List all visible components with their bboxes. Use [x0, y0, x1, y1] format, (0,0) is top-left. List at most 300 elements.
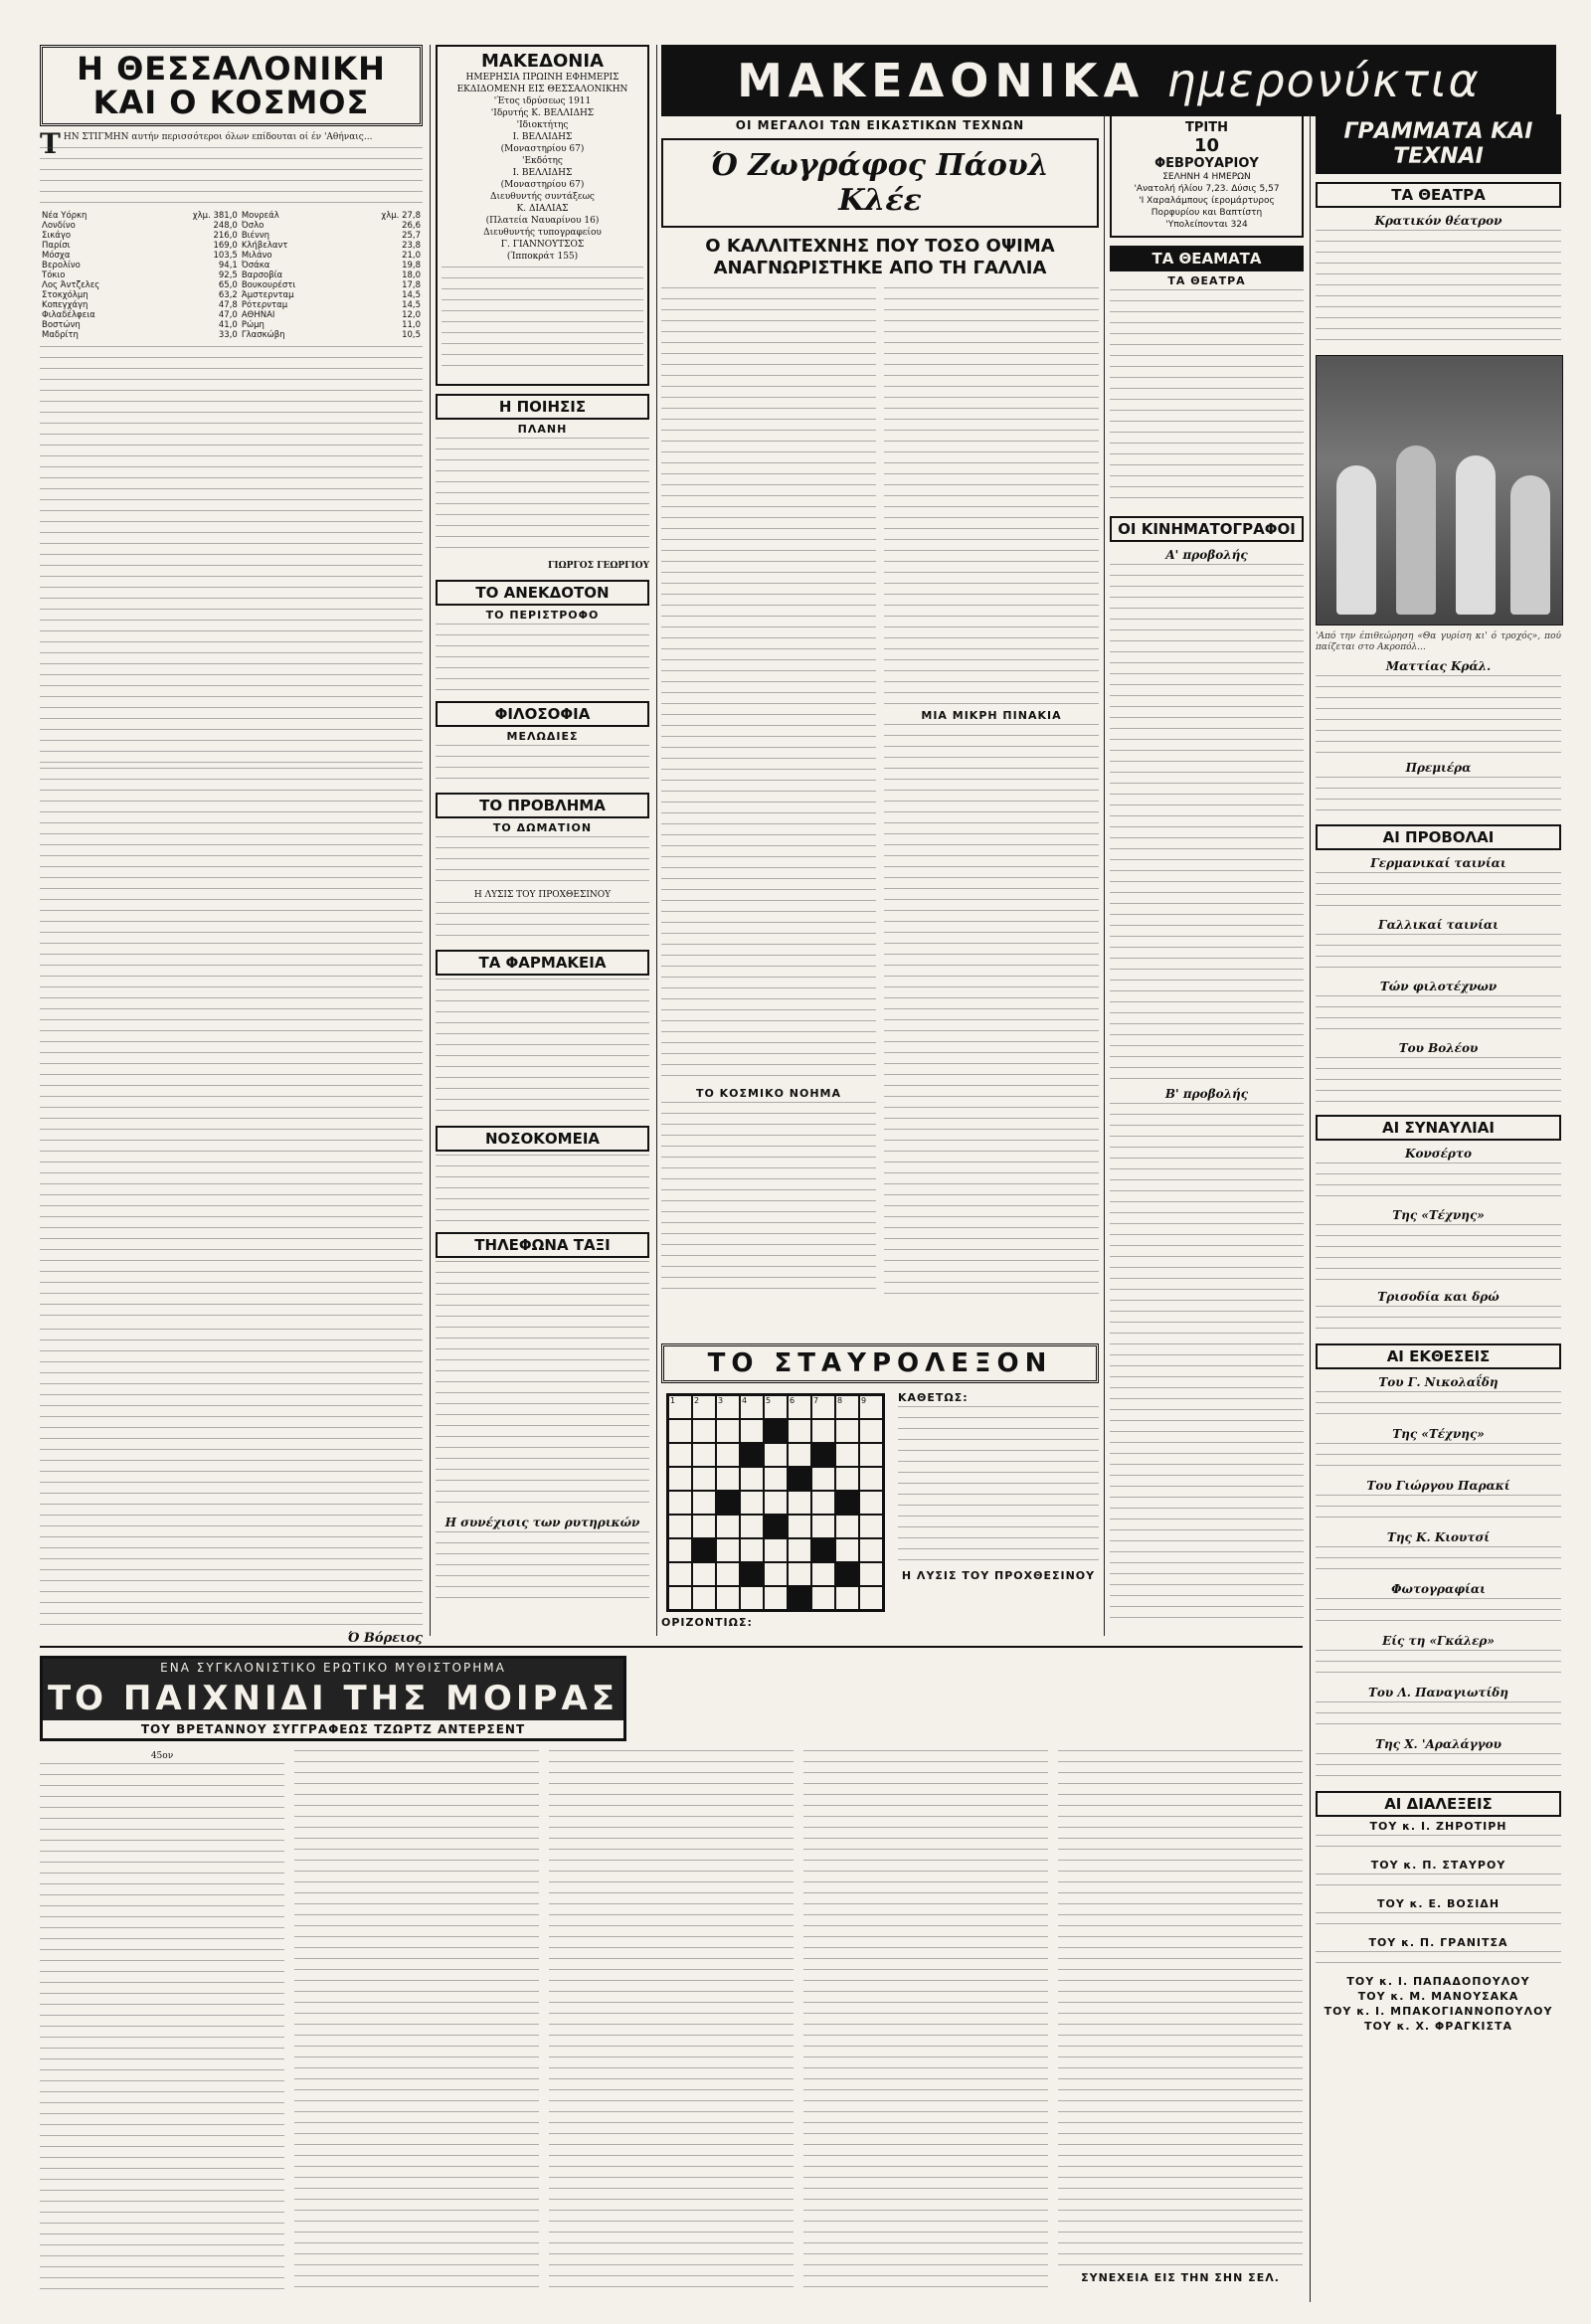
- continued-note: ΣΥΝΕΧΕΙΑ ΕΙΣ ΤΗΝ ΣΗΝ ΣΕΛ.: [1081, 2271, 1280, 2284]
- date-number: 10: [1193, 135, 1220, 156]
- article-title: Ό Ζωγράφος Πάουλ Κλέε: [661, 138, 1099, 228]
- table-row: [40, 221, 423, 231]
- table-cell: Παρίσι: [42, 241, 71, 251]
- theater-list: [1110, 289, 1304, 508]
- ex5-text: [1316, 1598, 1561, 1628]
- crossword-cell: [668, 1395, 692, 1419]
- crossword-cell: [811, 1562, 835, 1586]
- arts-banner: ΓΡΑΜΜΑΤΑ ΚΑΙ ΤΕΧΝΑΙ: [1316, 114, 1561, 174]
- table-row: [40, 261, 423, 270]
- crossword-cell: [692, 1538, 716, 1562]
- article-text-b2: [884, 724, 1099, 1301]
- crossword-cell: [692, 1515, 716, 1538]
- date-moon: ΣΕΛΗΝΗ 4 ΗΜΕΡΩΝ: [1162, 172, 1251, 182]
- table-cell: 12,0: [402, 310, 421, 320]
- art-head: Της «Τέχνης»: [1392, 1208, 1485, 1222]
- table-row: [40, 251, 423, 261]
- lead-paragraph: ΤΗΝ ΣΤΙΓΜΗΝ αυτήν περισσότεροι όλων επίδουται οί έν 'Αθήναις...: [40, 127, 373, 160]
- crossword-cell: [859, 1586, 883, 1610]
- crossword-cell: [859, 1538, 883, 1562]
- kral-head: Ματτίας Κράλ.: [1385, 659, 1492, 673]
- masthead-line12: Κ. ΔΙΑΛΙΑΣ: [516, 204, 569, 214]
- problem-answer-text: [436, 902, 649, 942]
- masthead-line10: (Μοναστηρίου 67): [500, 180, 585, 190]
- art-text: [1316, 1224, 1561, 1284]
- article-body-3: [40, 1329, 423, 1627]
- article-subtitle-line2: ΑΝΑΓΝΩΡΙΣΤΗΚΕ ΑΠΟ ΤΗ ΓΑΛΛΙΑ: [713, 258, 1047, 278]
- concerts-head: ΑΙ ΣΥΝΑΥΛΙΑΙ: [1316, 1115, 1561, 1141]
- table-cell: 94,1: [218, 261, 238, 270]
- crossword-cell: [835, 1562, 859, 1586]
- lec7: ΤΟΥ κ. Ι. ΜΠΑΚΟΓΙΑΝΝΟΠΟΥΛΟΥ: [1324, 2005, 1553, 2018]
- table-row: [40, 310, 423, 320]
- lec2: ΤΟΥ κ. Π. ΣΤΑΥΡΟΥ: [1370, 1859, 1506, 1872]
- novel-text-5: [1058, 1750, 1303, 2267]
- table-row: [40, 330, 423, 340]
- table-cell: 103,5: [213, 251, 238, 261]
- table-row: [40, 231, 423, 241]
- second-run-list: [1110, 1103, 1304, 1620]
- crossword-cell: [740, 1562, 764, 1586]
- novel-text-4: [803, 1750, 1048, 2292]
- crossword-cell: [788, 1419, 811, 1443]
- novel-text-1: [40, 1763, 284, 2290]
- crossword-cell: [764, 1562, 788, 1586]
- table-cell: 14,5: [402, 290, 421, 300]
- lec8: ΤΟΥ κ. Χ. ΦΡΑΓΚΙΣΤΑ: [1363, 2020, 1513, 2033]
- table-cell: Φιλαδέλφεια: [42, 310, 95, 320]
- title-line1: Η ΘΕΣΣΑΛΟΝΙΚΗ: [77, 50, 386, 88]
- column-rule: [1310, 114, 1311, 2302]
- crossword-vertical: ΚΑΘΕΤΩΣ:: [898, 1391, 969, 1404]
- photo-caption: 'Από την έπιθεώρηση «Θα γυρίση κι' ό τροχός», πού παίζεται στο Ακροπόλ...: [1316, 631, 1561, 652]
- crossword-cell: [788, 1586, 811, 1610]
- crossword-cell: [788, 1395, 811, 1419]
- table-cell: 169,0: [213, 241, 238, 251]
- crossword-cell: [764, 1515, 788, 1538]
- novel-col3: [549, 1750, 794, 2296]
- ex6: Είς τη «Γκάλερ»: [1382, 1634, 1495, 1648]
- table-cell: Κοπεγχάγη: [42, 300, 88, 310]
- lec4-text: [1316, 1951, 1561, 1971]
- crossword-cell: [835, 1538, 859, 1562]
- column-spectacles: [1110, 114, 1304, 1636]
- table-row: [40, 320, 423, 330]
- masthead-line9: Ι. ΒΕΛΛΙΔΗΣ: [512, 168, 573, 178]
- crossword-cell: [716, 1562, 740, 1586]
- table-cell: 248,0: [213, 221, 238, 231]
- table-cell: 11,0: [402, 320, 421, 330]
- main-banner: [661, 45, 1556, 107]
- poetry-text: [436, 438, 649, 557]
- table-cell: 65,0: [218, 280, 238, 290]
- ex7-text: [1316, 1701, 1561, 1731]
- arts-theater-head: ΤΑ ΘΕΑΤΡΑ: [1316, 182, 1561, 208]
- crossword-cell: [668, 1538, 692, 1562]
- voice-head: Του Βολέου: [1398, 1041, 1479, 1055]
- table-cell: 21,0: [402, 251, 421, 261]
- poetry-sub: ΠΛΑΝΗ: [517, 423, 568, 436]
- crossword-number: 9: [861, 1396, 867, 1405]
- masthead-name: ΜΑΚΕΔΟΝΙΑ: [480, 51, 604, 72]
- crossword-cell: [788, 1562, 811, 1586]
- masthead-line7: (Μοναστηρίου 67): [500, 144, 585, 154]
- crossword-cell: [740, 1491, 764, 1515]
- lec3-text: [1316, 1912, 1561, 1932]
- masthead-details: [442, 267, 643, 376]
- problem-text: [436, 836, 649, 886]
- ex2-text: [1316, 1443, 1561, 1473]
- crossword-clues: [898, 1389, 1099, 1631]
- table-row: [40, 270, 423, 280]
- novel-col4: [803, 1750, 1048, 2296]
- table-row: [40, 280, 423, 290]
- hospital-head: ΝΟΣΟΚΟΜΕΙΑ: [436, 1126, 649, 1152]
- lec3: ΤΟΥ κ. Ε. ΒΟΣΙΔΗ: [1376, 1897, 1501, 1910]
- crossword-cell: [716, 1491, 740, 1515]
- novel-col5: [1058, 1750, 1303, 2296]
- table-cell: Ρότερνταμ: [241, 300, 288, 310]
- crossword-cell: [716, 1467, 740, 1491]
- table-cell: Μονρεάλ: [241, 211, 279, 221]
- table-row: [40, 290, 423, 300]
- poetry-author: ΓΙΩΡΓΟΣ ΓΕΩΡΓΙΟΥ: [548, 561, 649, 571]
- anecdote-sub: ΤΟ ΠΕΡΙΣΤΡΟΦΟ: [485, 609, 600, 622]
- table-cell: χλμ. 381,0: [192, 211, 238, 221]
- table-cell: Βοστώνη: [42, 320, 81, 330]
- crossword-cell: [716, 1419, 740, 1443]
- filler-text: [40, 147, 423, 207]
- date-box: [1110, 114, 1304, 238]
- banner-right: ημερονύκτια: [1166, 54, 1481, 107]
- crossword-cell: [835, 1443, 859, 1467]
- lec6: ΤΟΥ κ. Μ. ΜΑΝΟΥΣΑΚΑ: [1357, 1990, 1519, 2003]
- article-body-columns: [661, 287, 1099, 1305]
- continuing-text: [436, 1531, 649, 1601]
- crossword-cell: [716, 1515, 740, 1538]
- crossword-cell: [811, 1491, 835, 1515]
- crossword-number: 1: [670, 1396, 676, 1405]
- crossword-cell: [692, 1491, 716, 1515]
- crossword-cell: [740, 1395, 764, 1419]
- table-cell: Σικάγο: [42, 231, 72, 241]
- table-cell: Στοκχόλμη: [42, 290, 88, 300]
- ex1-text: [1316, 1391, 1561, 1421]
- exhibitions-head: ΑΙ ΕΚΘΕΣΕΙΣ: [1316, 1343, 1561, 1369]
- banner-title: [661, 45, 1556, 116]
- crossword-cell: [716, 1538, 740, 1562]
- table-cell: Γλασκώβη: [241, 330, 285, 340]
- date-sun: 'Ανατολή ήλίου 7,23. Δύσις 5,57: [1134, 184, 1280, 194]
- masthead-line13: (Πλατεία Ναυαρίνου 16): [485, 216, 600, 226]
- crossword-cell: [859, 1515, 883, 1538]
- crossword-cell: [811, 1515, 835, 1538]
- crossword-cell: [788, 1515, 811, 1538]
- crossword-cell: [835, 1586, 859, 1610]
- crossword-grid: [666, 1393, 885, 1612]
- crossword-cell: [764, 1443, 788, 1467]
- friends-text: [1316, 995, 1561, 1035]
- masthead-line3: 'Έτος ιδρύσεως 1911: [493, 96, 592, 106]
- philosophy-head: ΦΙΛΟΣΟΦΙΑ: [436, 701, 649, 727]
- masthead-line8: 'Εκδότης: [522, 156, 563, 166]
- crossword-cell: [692, 1562, 716, 1586]
- crossword-cell: [788, 1538, 811, 1562]
- table-cell: Μιλάνο: [241, 251, 272, 261]
- anecdote-text: [436, 624, 649, 693]
- philosophy-text: [436, 745, 649, 785]
- ex4-text: [1316, 1546, 1561, 1576]
- concert-head: Κονσέρτο: [1405, 1147, 1472, 1161]
- column-arts: [1316, 114, 1561, 2302]
- crossword-cell: [716, 1395, 740, 1419]
- section-title-thessaloniki: [40, 45, 423, 126]
- first-run-head: Α' προβολής: [1165, 548, 1248, 562]
- french-films: Γαλλικαί ταινίαι: [1378, 918, 1499, 932]
- crossword-cell: [859, 1562, 883, 1586]
- masthead-line2: ΕΚΔΙΔΟΜΕΝΗ ΕΙΣ ΘΕΣΣΑΛΟΝΙΚΗΝ: [456, 85, 628, 94]
- crossword-answer: Η ΛΥΣΙΣ ΤΟΥ ΠΡΟΧΘΕΣΙΝΟΥ: [901, 1569, 1096, 1582]
- projections-head: ΑΙ ΠΡΟΒΟΛΑΙ: [1316, 824, 1561, 850]
- crossword-cell: [668, 1515, 692, 1538]
- crossword-cell: [764, 1538, 788, 1562]
- crossword-number: 2: [694, 1396, 700, 1405]
- banner-left: ΜΑΚΕΔΟΝΙΚΑ: [737, 54, 1146, 107]
- novel-banner: [40, 1656, 626, 1741]
- crossword-cell: [811, 1538, 835, 1562]
- table-cell: ΑΘΗΝΑΙ: [241, 310, 275, 320]
- crossword-cell: [740, 1419, 764, 1443]
- theater-photo: [1316, 355, 1563, 626]
- table-cell: Βουκουρέστι: [241, 280, 296, 290]
- german-films: Γερμανικαί ταινίαι: [1370, 856, 1506, 870]
- signature: Ό Βόρειος: [347, 1631, 423, 1646]
- continuing-head: Η συνέχισις των ρυτηρικών: [444, 1516, 640, 1529]
- column-rule: [656, 45, 657, 1636]
- trio-head: Τρισοδία και δρώ: [1377, 1290, 1500, 1304]
- pharmacy-head: ΤΑ ΦΑΡΜΑΚΕΙΑ: [436, 950, 649, 976]
- article-body-2: [40, 768, 423, 1325]
- masthead-line15: Γ. ΓΙΑΝΝΟΥΤΣΟΣ: [500, 240, 585, 250]
- article-text-a2: [661, 1102, 876, 1291]
- ex2: Της «Τέχνης»: [1392, 1427, 1485, 1441]
- table-cell: 92,5: [218, 270, 238, 280]
- article-subpart2: ΤΟ ΚΟΣΜΙΚΟ ΝΟΗΜΑ: [695, 1087, 842, 1100]
- premiere-text: [1316, 777, 1561, 816]
- table-row: [40, 300, 423, 310]
- crossword-cell: [811, 1586, 835, 1610]
- table-cell: 10,5: [402, 330, 421, 340]
- table-cell: Όσάκα: [241, 261, 270, 270]
- crossword-clues-text: [898, 1406, 1099, 1565]
- novel-col1: [40, 1750, 284, 2296]
- crossword-cell: [859, 1419, 883, 1443]
- article-kicker: ΟΙ ΜΕΓΑΛΟΙ ΤΩΝ ΕΙΚΑΣΤΙΚΩΝ ΤΕΧΝΩΝ: [735, 118, 1025, 132]
- masthead-line4: 'Ιδρυτής Κ. ΒΕΛΛΙΔΗΣ: [490, 108, 595, 118]
- masthead-line6: Ι. ΒΕΛΛΙΔΗΣ: [512, 132, 573, 142]
- ex6-text: [1316, 1650, 1561, 1680]
- ex3: Του Γιώργου Παρακί: [1366, 1479, 1510, 1493]
- table-cell: Μόσχα: [42, 251, 71, 261]
- table-row: [40, 241, 423, 251]
- crossword-cell: [740, 1467, 764, 1491]
- voice-text: [1316, 1057, 1561, 1107]
- article-text-a: [661, 287, 876, 1083]
- crossword-cell: [859, 1491, 883, 1515]
- crossword-cell: [716, 1443, 740, 1467]
- table-cell: Όσλο: [241, 221, 265, 231]
- table-cell: 41,0: [218, 320, 238, 330]
- table-cell: Βαρσοβία: [241, 270, 283, 280]
- date-saint: 'Ι Χαραλάμπους ίερομάρτυρος: [1139, 196, 1275, 206]
- article-subtitle: [661, 236, 1099, 279]
- crossword-number: 4: [742, 1396, 748, 1405]
- crossword-cell: [764, 1419, 788, 1443]
- concert-text: [1316, 1162, 1561, 1202]
- table-cell: 25,7: [402, 231, 421, 241]
- crossword-cell: [788, 1443, 811, 1467]
- arts-theater-sub: Κρατικόν θέατρον: [1374, 214, 1503, 228]
- novel-title: ΤΟ ΠΑΙΧΝΙΔΙ ΤΗΣ ΜΟΙΡΑΣ: [47, 1679, 619, 1718]
- date-remaining: 'Υπολείπονται 324: [1165, 220, 1248, 230]
- lec1-text: [1316, 1835, 1561, 1855]
- crossword-cell: [764, 1395, 788, 1419]
- ex4: Της Κ. Κιουτσί: [1386, 1530, 1491, 1544]
- table-cell: 23,8: [402, 241, 421, 251]
- article-body-1: [40, 346, 423, 764]
- novel-section: [40, 1656, 1303, 2302]
- problem-sub: ΤΟ ΔΩΜΑΤΙΟΝ: [492, 821, 593, 834]
- table-cell: Ρώμη: [241, 320, 265, 330]
- spectacles-head: ΤΑ ΘΕΑΜΑΤΑ: [1110, 246, 1304, 271]
- phones-list: [436, 1261, 649, 1510]
- lec5: ΤΟΥ κ. Ι. ΠΑΠΑΔΟΠΟΥΛΟΥ: [1346, 1975, 1530, 1988]
- crossword-number: 6: [790, 1396, 796, 1405]
- lectures-head: ΑΙ ΔΙΑΛΕΞΕΙΣ: [1316, 1791, 1561, 1817]
- crossword-number: 8: [837, 1396, 843, 1405]
- article-col-b: [884, 287, 1099, 1305]
- hospital-list: [436, 1155, 649, 1224]
- novel-text-3: [549, 1750, 794, 2292]
- table-cell: Κλήβελαντ: [241, 241, 288, 251]
- table-cell: 26,6: [402, 221, 421, 231]
- arts-theater-text: [1316, 230, 1561, 349]
- novel-author: ΤΟΥ ΒΡΕΤΑΝΝΟΥ ΣΥΓΓΡΑΦΕΩΣ ΤΖΩΡΤΖ ΑΝΤΕΡΣΕΝΤ: [43, 1720, 623, 1738]
- column-thessaloniki: [40, 45, 423, 1646]
- table-cell: 17,8: [402, 280, 421, 290]
- lec2-text: [1316, 1874, 1561, 1893]
- crossword-cell: [788, 1491, 811, 1515]
- crossword-cell: [668, 1586, 692, 1610]
- ex8: Της Χ. 'Αραλάγγου: [1375, 1737, 1502, 1751]
- article-col-a: [661, 287, 876, 1305]
- ex3-text: [1316, 1495, 1561, 1524]
- second-run-head: Β' προβολής: [1164, 1087, 1249, 1101]
- theater-head: ΤΑ ΘΕΑΤΡΑ: [1167, 274, 1246, 287]
- novel-episode: 45ον: [150, 1751, 174, 1761]
- first-run-list: [1110, 564, 1304, 1081]
- crossword-cell: [835, 1491, 859, 1515]
- crossword-cell: [692, 1467, 716, 1491]
- cinema-head: ΟΙ ΚΙΝΗΜΑΤΟΓΡΑΦΟΙ: [1110, 516, 1304, 542]
- masthead-box: [436, 45, 649, 386]
- novel-columns: [40, 1750, 1303, 2296]
- lec1: ΤΟΥ κ. Ι. ΖΗΡΟΤΙΡΗ: [1369, 1820, 1507, 1833]
- crossword-cell: [859, 1443, 883, 1467]
- table-cell: Νέα Υόρκη: [42, 211, 88, 221]
- crossword-cell: [835, 1395, 859, 1419]
- crossword-number: 3: [718, 1396, 724, 1405]
- table-cell: 18,0: [402, 270, 421, 280]
- crossword-cell: [764, 1586, 788, 1610]
- crossword-head: ΤΟ ΣΤΑΥΡΟΛΕΞΟΝ: [661, 1343, 1099, 1383]
- newspaper-page: [40, 45, 1561, 2302]
- crossword-cell: [740, 1443, 764, 1467]
- masthead-line5: 'Ιδιοκτήτης: [516, 120, 569, 130]
- table-cell: 47,0: [218, 310, 238, 320]
- phones-head: ΤΗΛΕΦΩΝΑ ΤΑΞΙ: [436, 1232, 649, 1258]
- friends-head: Τών φιλοτέχνων: [1379, 980, 1498, 993]
- crossword-section: [661, 1338, 1099, 1636]
- crossword-cell: [692, 1395, 716, 1419]
- table-cell: 33,0: [218, 330, 238, 340]
- crossword-body: [661, 1389, 1099, 1631]
- crossword-cell: [668, 1491, 692, 1515]
- city-distance-table: [40, 211, 423, 340]
- crossword-cell: [668, 1562, 692, 1586]
- crossword-cell: [716, 1586, 740, 1610]
- crossword-cell: [835, 1419, 859, 1443]
- table-cell: Βερολίνο: [42, 261, 81, 270]
- table-cell: χλμ. 27,8: [381, 211, 421, 221]
- novel-col2: [294, 1750, 539, 2296]
- table-cell: Τόκιο: [42, 270, 66, 280]
- crossword-cell: [764, 1491, 788, 1515]
- column-rule: [1104, 114, 1105, 1636]
- table-cell: 47,8: [218, 300, 238, 310]
- crossword-cell: [788, 1467, 811, 1491]
- crossword-cell: [859, 1467, 883, 1491]
- crossword-cell: [740, 1586, 764, 1610]
- article-text-b: [884, 287, 1099, 705]
- table-cell: 19,8: [402, 261, 421, 270]
- crossword-cell: [835, 1515, 859, 1538]
- ex8-text: [1316, 1753, 1561, 1783]
- philosophy-sub: ΜΕΛΩΔΙΕΣ: [506, 730, 579, 743]
- ex1: Του Γ. Νικολαΐδη: [1378, 1375, 1499, 1389]
- date-saint2: Πορφυρίου και Βαπτίστη: [1150, 208, 1263, 218]
- anecdote-head: ΤΟ ΑΝΕΚΔΟΤΟΝ: [436, 580, 649, 606]
- problem-head: ΤΟ ΠΡΟΒΛΗΜΑ: [436, 793, 649, 818]
- table-cell: 63,2: [218, 290, 238, 300]
- trio-text: [1316, 1306, 1561, 1336]
- crossword-grid-wrap: [661, 1389, 890, 1631]
- french-text: [1316, 934, 1561, 974]
- crossword-cell: [668, 1467, 692, 1491]
- table-cell: Βιέννη: [241, 231, 270, 241]
- table-cell: 14,5: [402, 300, 421, 310]
- crossword-cell: [859, 1395, 883, 1419]
- crossword-cell: [835, 1467, 859, 1491]
- table-row: [40, 211, 423, 221]
- table-cell: Λος Άντζελες: [42, 280, 100, 290]
- novel-header: [40, 1656, 626, 1741]
- crossword-cell: [692, 1586, 716, 1610]
- masthead-line11: Διευθυντής συντάξεως: [490, 192, 595, 202]
- date-day: ΤΡΙΤΗ: [1185, 120, 1228, 135]
- crossword-number: 5: [766, 1396, 772, 1405]
- crossword-cell: [692, 1419, 716, 1443]
